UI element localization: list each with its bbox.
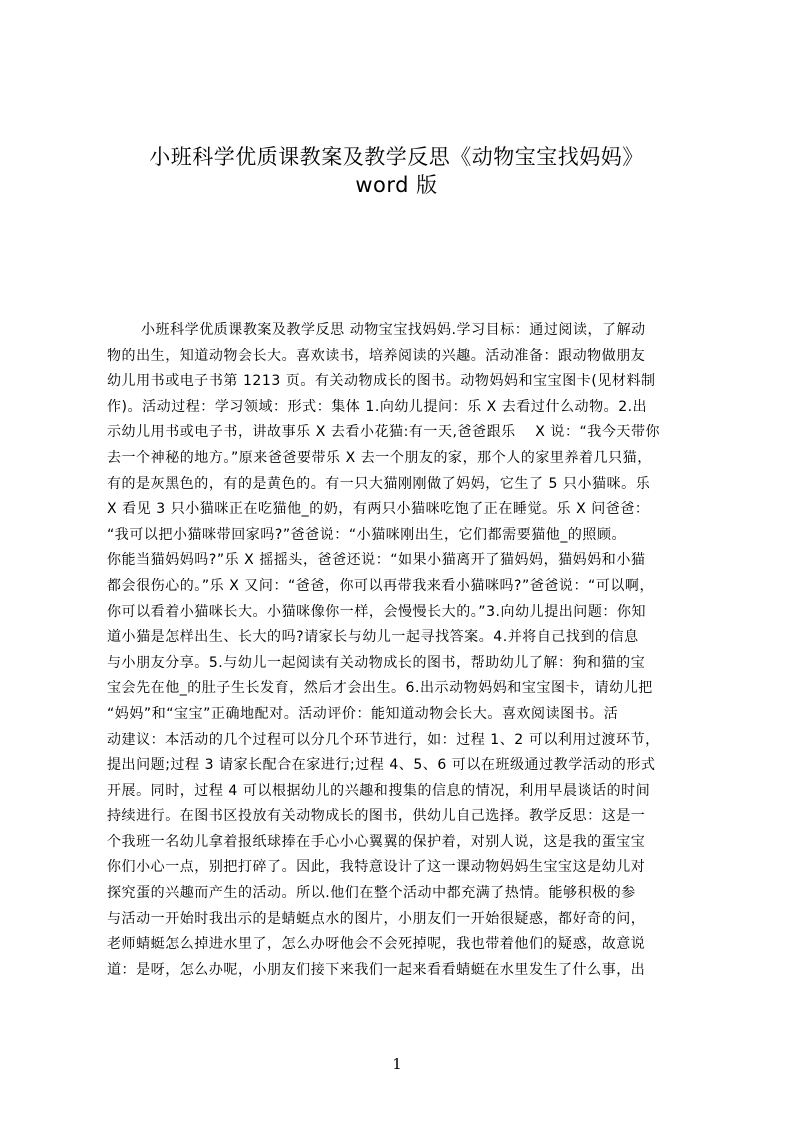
body-line: 个我班一名幼儿拿着报纸球捧在手心小心翼翼的保护着，对别人说，这是我的蛋宝宝 [107,833,646,850]
body-line: 道小猫是怎样出生、长大的吗?请家长与幼儿一起寻找答案。4.并将自己找到的信息 [107,629,639,646]
body-line: 宝会先在他_的肚子生长发育，然后才会出生。6.出示动物妈妈和宝宝图卡，请幼儿把 [107,680,653,697]
document-title: 小班科学优质课教案及教学反思《动物宝宝找妈妈》 [149,145,644,169]
page-number: 1 [392,1055,402,1073]
body-line: 作)。活动过程：学习领域：形式：集体 1.向幼儿提问：乐 X 去看过什么动物。2.出 [107,398,648,415]
body-line: 动建议：本活动的几个过程可以分几个环节进行，如：过程 1、2 可以利用过渡环节， [107,731,660,748]
body-line: 去一个神秘的地方。”原来爸爸要带乐 X 去一个朋友的家，那个人的家里养着几只猫， [107,449,652,466]
body-line: 与小朋友分享。5.与幼儿一起阅读有关动物成长的图书，帮助幼儿了解：狗和猫的宝 [107,654,646,671]
body-line: 与活动一开始时我出示的是蜻蜓点水的图片，小朋友们一开始很疑惑，都好奇的问， [107,910,646,927]
body-line: 老师蜻蜓怎么掉进水里了，怎么办呀他会不会死掉呢，我也带着他们的疑惑，故意说 [107,936,646,953]
body-line: 开展。同时，过程 4 可以根据幼儿的兴趣和搜集的信息的情况，利用早晨谈话的时间 [107,782,651,799]
body-line: 你可以看着小猫咪长大。小猫咪像你一样，会慢慢长大的。”3.向幼儿提出问题：你知 [107,603,647,620]
body-line: 你们小心一点，别把打碎了。因此，我特意设计了这一课动物妈妈生宝宝这是幼儿对 [107,859,646,876]
document-subtitle: word 版 [355,173,438,197]
body-line: 幼儿用书或电子书第 1213 页。有关动物成长的图书。动物妈妈和宝宝图卡(见材料制 [107,373,656,390]
body-line: 有的是灰黑色的，有的是黄色的。有一只大猫刚刚做了妈妈，它生了 5 只小猫咪。乐 [107,475,651,492]
body-line: 你能当猫妈妈吗?”乐 X 摇摇头，爸爸还说：“如果小猫离开了猫妈妈，猫妈妈和小猫 [107,552,646,569]
body-line: 小班科学优质课教案及教学反思 动物宝宝找妈妈.学习目标：通过阅读，了解动 [141,322,646,338]
body-line: “妈妈”和“宝宝”正确地配对。活动评价：能知道动物会长大。喜欢阅读图书。活 [107,705,619,722]
body-line: 提出问题;过程 3 请家长配合在家进行;过程 4、5、6 可以在班级通过教学活动的形式 [107,757,656,774]
body-line: X 看见 3 只小猫咪正在吃猫他_的奶，有两只小猫咪吃饱了正在睡觉。乐 X 问爸爸： [107,501,650,518]
body-line: 都会很伤心的。”乐 X 又问：“爸爸，你可以再带我来看小猫咪吗?”爸爸说：“可以啊， [107,577,655,594]
body-line: 道：是呀，怎么办呢，小朋友们接下来我们一起来看看蜻蜓在水里发生了什么事，出 [107,961,646,978]
body-line: 探究蛋的兴趣而产生的活动。所以.他们在整个活动中都充满了热情。能够积极的参 [107,885,636,902]
body-line: 持续进行。在图书区投放有关动物成长的图书，供幼儿自己选择。教学反思：这是一 [107,808,646,825]
body-line: 物的出生，知道动物会长大。喜欢读书，培养阅读的兴趣。活动准备：跟动物做朋友 [107,347,646,364]
body-line: “我可以把小猫咪带回家吗?”爸爸说：“小猫咪刚出生，它们都需要猫他_的照顾。 [107,526,627,543]
document-body [107,318,699,983]
body-line: 示幼儿用书或电子书，讲故事乐 X 去看小花猫:有一天,爸爸跟乐 X 说：“我今天带你 [107,424,661,441]
